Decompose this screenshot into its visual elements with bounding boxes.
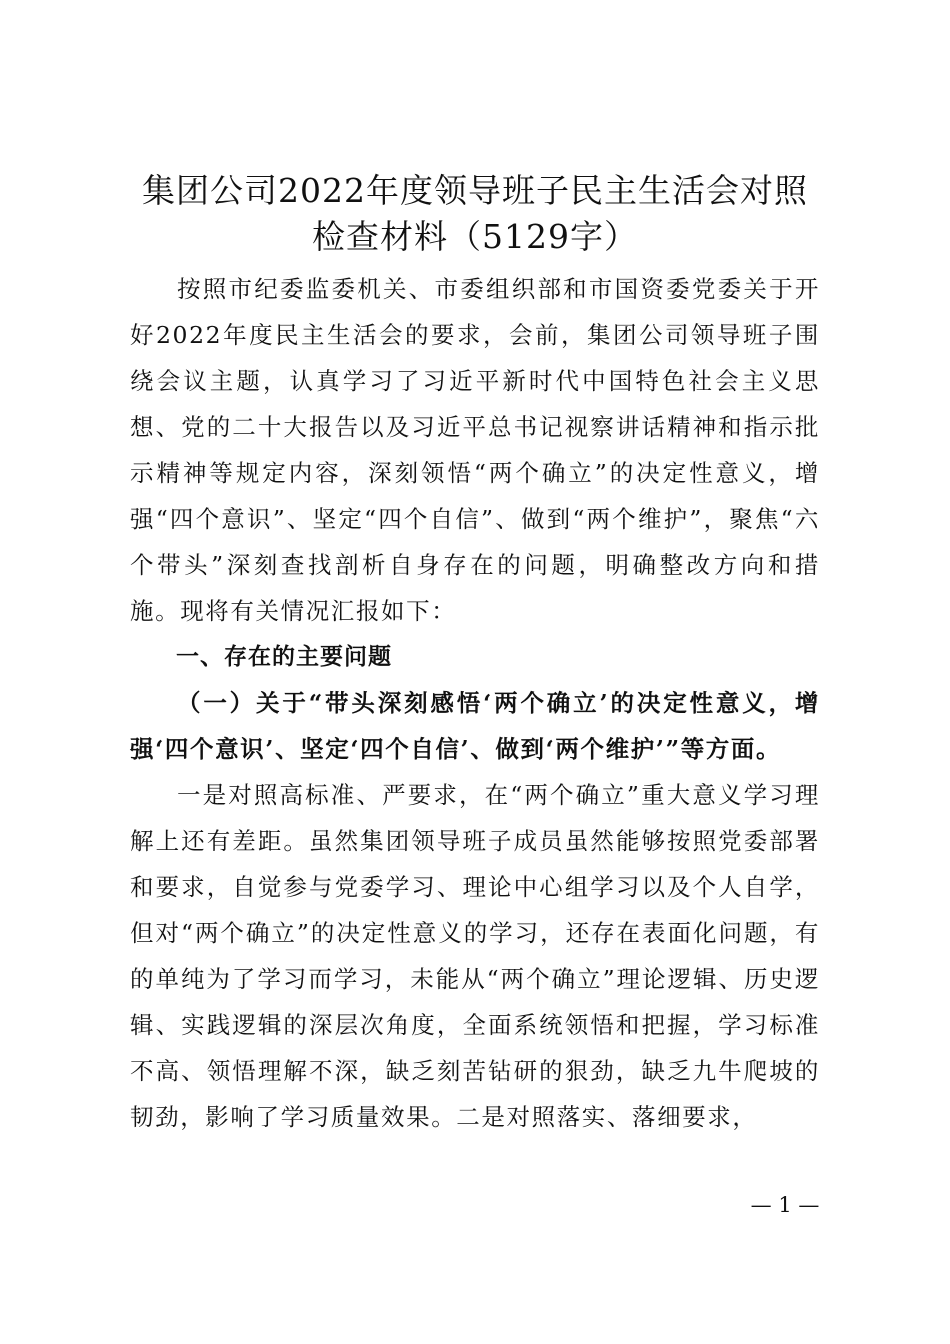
page-number: — 1 — — [750, 1193, 820, 1217]
title-line-2: 检查材料（5129字） — [312, 217, 638, 256]
section-heading: 一、存在的主要问题 — [176, 644, 392, 670]
title-line-1: 集团公司2022年度领导班子民主生活会对照 — [142, 171, 808, 210]
document-title — [120, 168, 830, 260]
document-body — [130, 266, 820, 1140]
intro-paragraph: 按照市纪委监委机关、市委组织部和市国资委党委关于开好2022年度民主生活会的要求，会前，集团公司领导班子围绕会议主题，认真学习了习近平新时代中国特色社会主义思想、党的二十大报告以及习近平总书记视察讲话精神和指示批示精神等规定内容，深刻领悟“两个确立”的决定性意义，增强“四个意识”、坚定“四个自信”、做到“两个维护”，聚焦“六个带头”深刻查找剖析自身存在的问题，明确整改方向和措施。现将有关情况汇报如下： — [130, 275, 820, 625]
body-paragraph: 一是对照高标准、严要求，在“两个确立”重大意义学习理解上还有差距。虽然集团领导班子成员虽然能够按照党委部署和要求，自觉参与党委学习、理论中心组学习以及个人自学，但对“两个确立”的决定性意义的学习，还存在表面化问题，有的单纯为了学习而学习，未能从“两个确立”理论逻辑、历史逻辑、实践逻辑的深层次角度，全面系统领悟和把握，学习标准不高、领悟理解不深，缺乏刻苦钻研的狠劲，缺乏九牛爬坡的韧劲，影响了学习质量效果。二是对照落实、落细要求， — [130, 781, 820, 1131]
subsection-heading: （一）关于“带头深刻感悟‘两个确立’的决定性意义，增强‘四个意识’、坚定‘四个自信’、做到‘两个维护’”等方面。 — [130, 689, 820, 763]
